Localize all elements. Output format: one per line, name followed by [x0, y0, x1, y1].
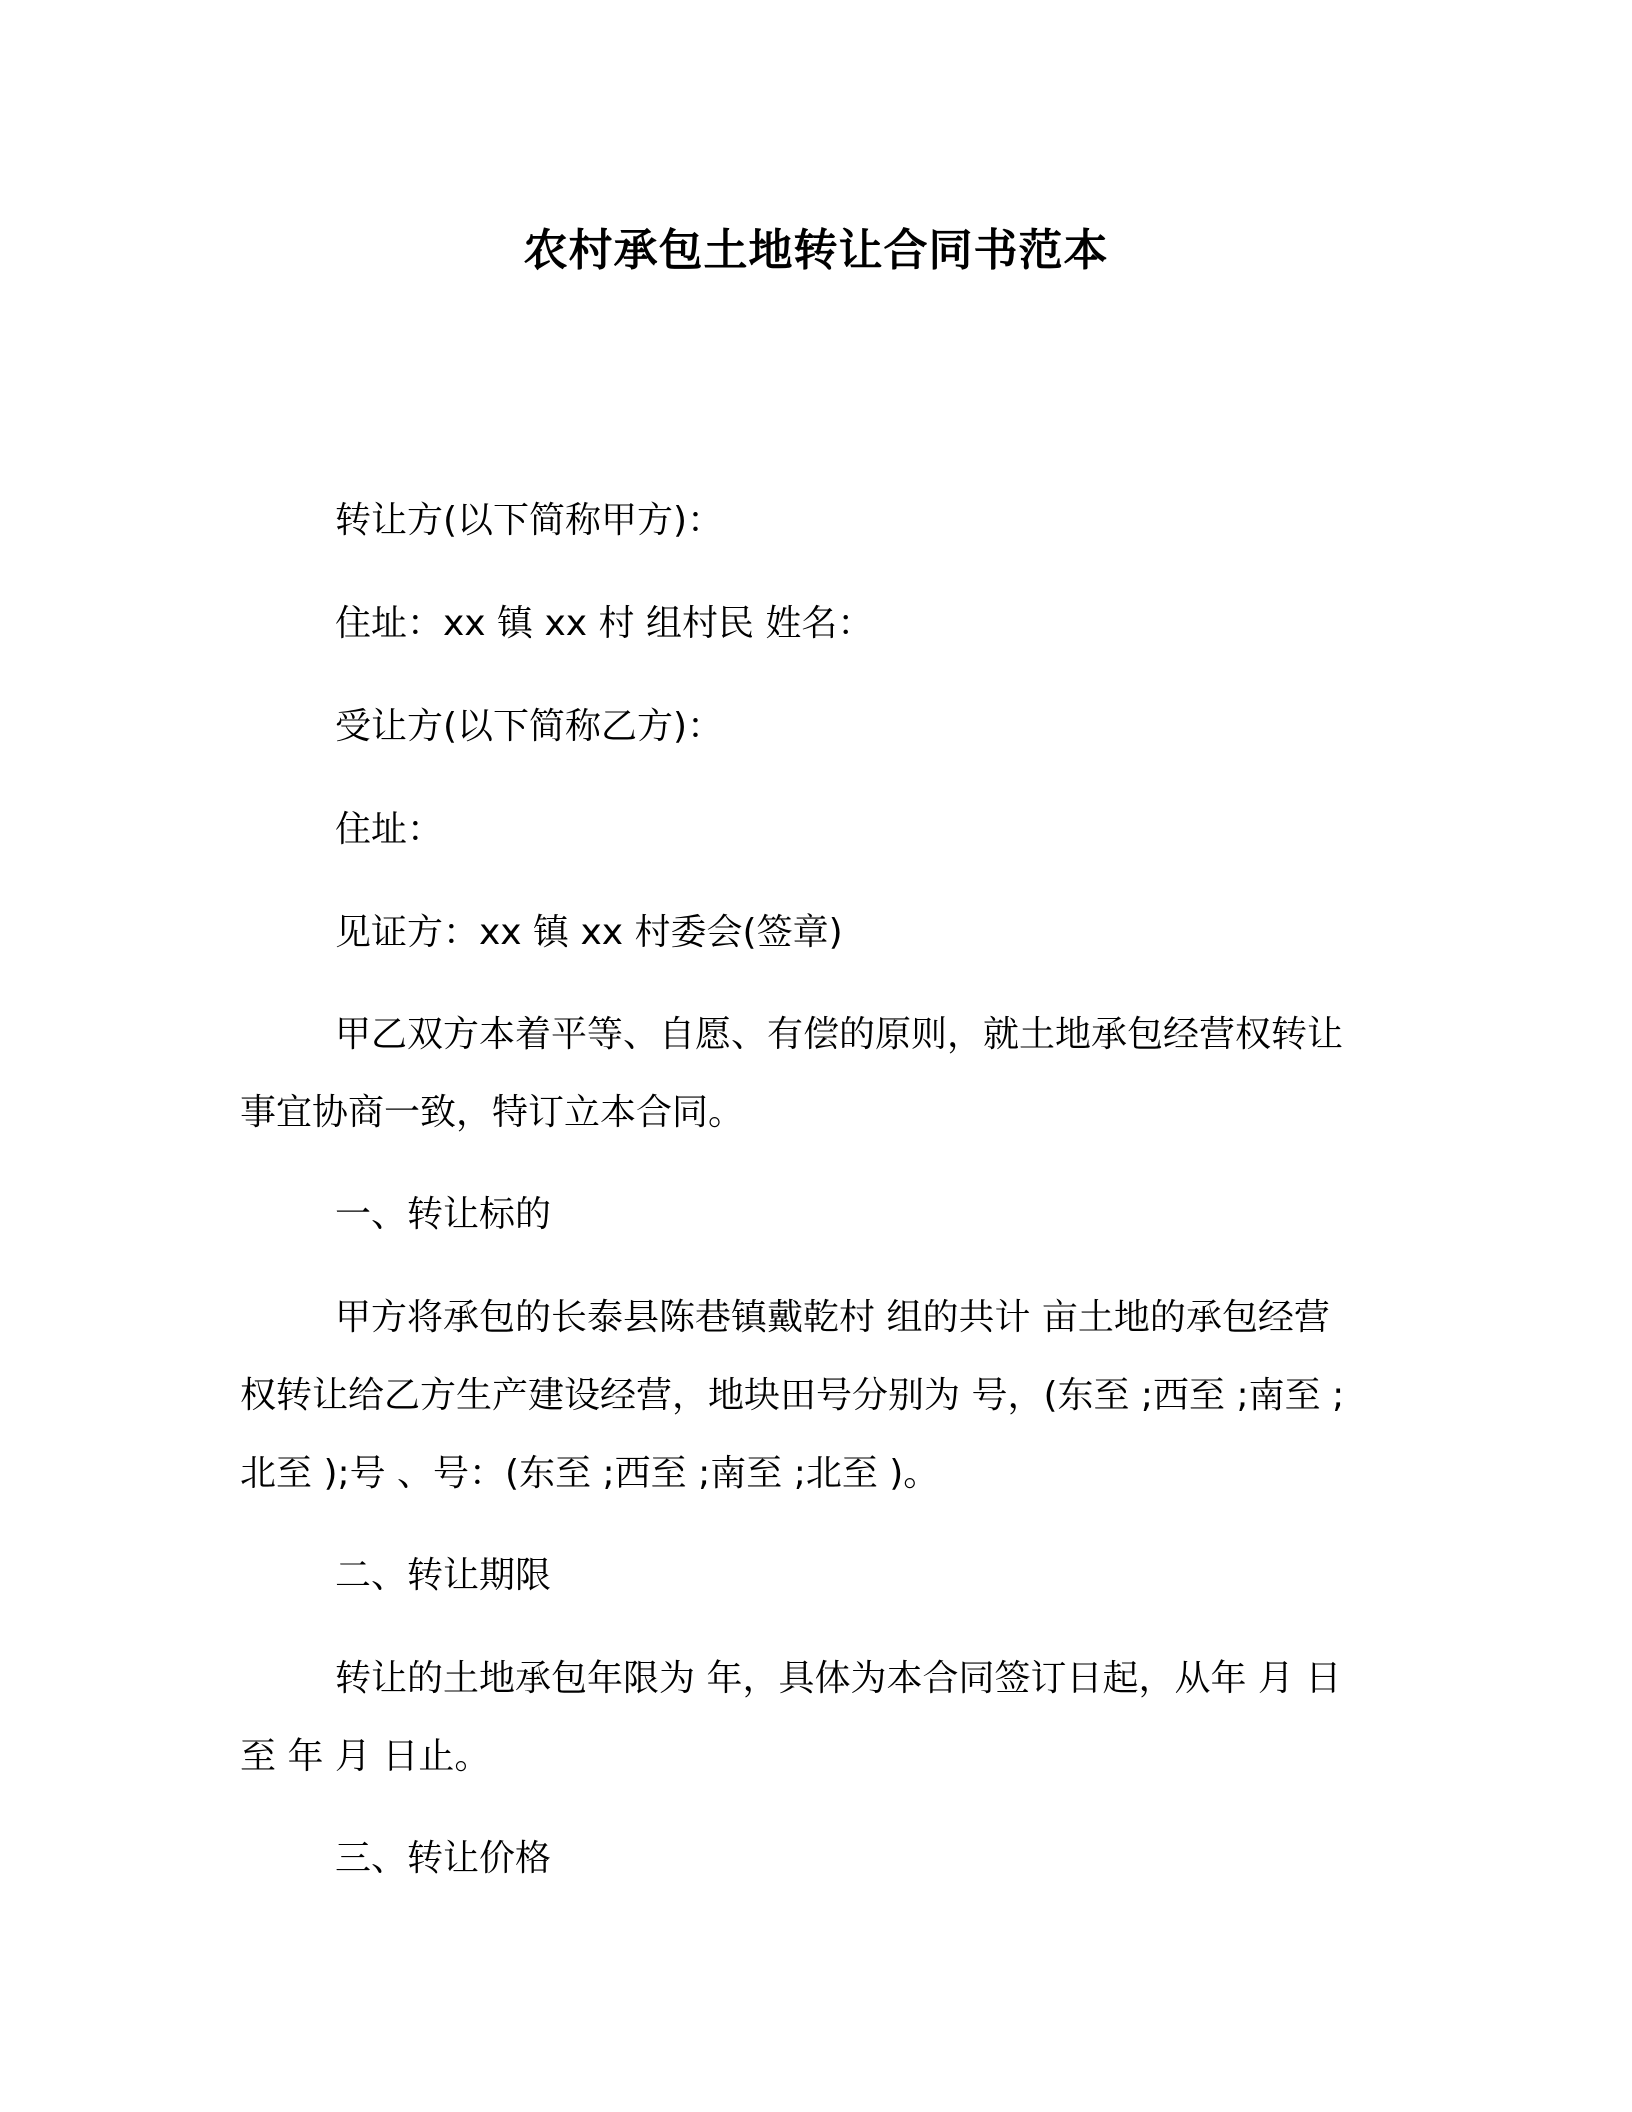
- section-2-line-1: 转让的土地承包年限为 年，具体为本合同签订日起，从年 月 日: [335, 1658, 1342, 1699]
- section-1-line-2: 权转让给乙方生产建设经营，地块田号分别为 号，(东至 ;西至 ;南至 ;: [240, 1375, 1345, 1416]
- witness-line: 见证方：xx 镇 xx 村委会(签章): [335, 912, 843, 953]
- transferee-line: 受让方(以下简称乙方)：: [335, 706, 724, 747]
- section-2-line-2: 至 年 月 日止。: [240, 1736, 491, 1777]
- transferee-address-line: 住址：: [335, 809, 444, 850]
- transferor-line: 转让方(以下简称甲方)：: [335, 500, 724, 541]
- intro-line-1: 甲乙双方本着平等、自愿、有偿的原则，就土地承包经营权转让: [335, 1014, 1344, 1055]
- section-2-heading: 二、转让期限: [335, 1555, 552, 1596]
- intro-line-2: 事宜协商一致，特订立本合同。: [240, 1092, 745, 1133]
- section-1-heading: 一、转让标的: [335, 1194, 552, 1235]
- transferor-address-line: 住址：xx 镇 xx 村 组村民 姓名：: [335, 603, 874, 644]
- section-3-heading: 三、转让价格: [335, 1838, 552, 1879]
- section-1-line-3: 北至 );号 、号：(东至 ;西至 ;南至 ;北至 )。: [240, 1453, 940, 1494]
- section-1-line-1: 甲方将承包的长泰县陈巷镇戴乾村 组的共计 亩土地的承包经营: [335, 1297, 1330, 1338]
- document-title: 农村承包土地转让合同书范本: [523, 225, 1109, 276]
